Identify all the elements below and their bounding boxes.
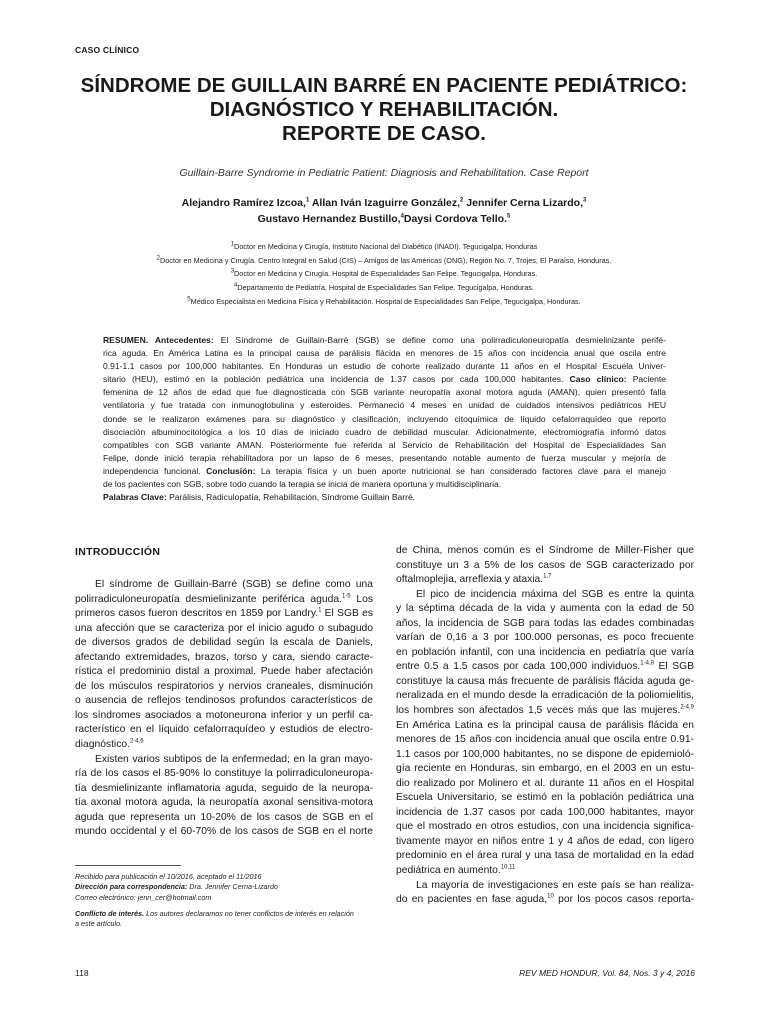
affiliations	[60, 240, 708, 309]
affiliation: $^5$Médico Especialista en Medicina Física y Rehabilitación. Hospital de Especialidades San Felipe, Tegucigalpa, Honduras.	[187, 296, 581, 306]
body-line: neralizada en el mundo desde la erradicación de la poliomielitis,	[396, 690, 694, 702]
body-line: Escuela Universitario, se estimó en la población pediátrica una	[396, 792, 694, 804]
citation: 1	[318, 607, 322, 614]
keywords: Palabras Clave: Parálisis, Radiculopatía, Rehabilitación, Síndrome Guillain Barré.	[103, 492, 416, 503]
affiliation: $^1$Doctor en Medicina y Cirugía, Instituto Nacional del Diabético (INADI). Tegucigalpa, Honduras	[230, 241, 538, 251]
body-line: rística el predominio distal a proximal. Puede haber afectación	[75, 666, 373, 678]
body-line: varían de 0,16 a 3 por 100.000 personas, es poco frecuente	[396, 632, 694, 644]
abstract-line: de los pacientes con SGB, sobre todo cuando la terapia se inicia de manera oportuna y multidisciplinaria.	[103, 479, 502, 490]
received-date: Recibido para publicación el 10/2016, aceptado el 11/2016	[75, 872, 262, 881]
body-line: los hombres son afectados 1,5 veces más que las mujeres.$^{2-4,9}$	[396, 704, 694, 717]
body-line: menores de 15 años con incidencia anual que oscila entre 0.91-	[396, 734, 694, 746]
citation: 10	[547, 893, 554, 900]
abstract-line: compatibles con SGB variante AMAN. Posteriormente fue referida al Servicio de Rehabilitación del Hospital de Especialidades San	[103, 439, 666, 450]
body-line: En América Latina es la principal causa de parálisis flácida en	[396, 719, 694, 731]
body-line: entre 0.5 a 1.5 casos por cada 100,000 individuos.$^{1-4,8}$ El SGB	[396, 660, 695, 673]
abstract-line: RESUMEN. Antecedentes: El Síndrome de Guillain-Barré (SGB) se define como una polirradiculoneuropatía desmielinizante perifé-	[103, 335, 666, 345]
footnote-divider	[75, 865, 181, 866]
conflict-of-interest-cont: a este artículo.	[75, 919, 123, 929]
affiliation: $^3$Doctor en Medicina y Cirugía. Hospital de Especialidades San Felipe. Tegucigalpa, Honduras.	[230, 268, 538, 279]
conflict-of-interest: Conflicto de interés. Los autores declaramos no tener conflictos de interés en relación	[75, 908, 354, 918]
body-line: Existen varios subtipos de la enfermedad; en la gran mayo-	[95, 753, 373, 765]
author-sup: 5	[507, 213, 511, 220]
body-line: predominio en el área rural y una tasa de mortalidad en la edad	[396, 850, 694, 862]
body-line: de los músculos respiratorios y nervios craneales, disminución	[75, 680, 373, 692]
citation: 1,7	[543, 573, 552, 580]
body-line: en población infantil, con una incidencia en pediatría que varía	[396, 646, 694, 658]
citation: 2-4,6	[129, 738, 144, 745]
body-line: polirradiculoneuropatía desmielinizante periférica aguda.$^{1-5}$ Los	[75, 593, 373, 605]
body-line: que el mostrado en otros estudios, con una incidencia significa-	[396, 821, 694, 833]
article-title	[60, 74, 708, 146]
abstract-line: Felipe, donde inició terapia rehabilitadora por un lapso de 6 meses, presentando notable aumento de fuerza muscular y mejoría de	[103, 452, 666, 463]
abstract-line: sitario (HEU), estimó en la población pediátrica una incidencia de 1.37 casos por cada 100,000 habitantes. Caso clínico: Paciente	[103, 374, 666, 385]
body-line: constituye un 3 a 5% de los casos de SGB caracterizado por	[396, 559, 694, 571]
body-line: El pico de incidencia máxima del SGB es entre la quinta	[416, 588, 694, 600]
body-line: pediátrica en aumento.$^{10,11}$	[396, 864, 516, 877]
body-line: El síndrome de Guillain-Barré (SGB) se define como una	[95, 579, 373, 590]
author-sup: 2	[460, 197, 464, 204]
body-line: o ausencia de reflejos tendinosos profundos característicos de	[75, 695, 373, 707]
correspondence: Dirección para correspondencia: Dra. Jennifer Cerna-Lizardo	[75, 882, 278, 892]
author-sup: 4	[400, 213, 404, 220]
abstract-line: ventilatoria y fue tratada con inmunoglobulina y esteroides. Permaneció 4 meses en unidad de cuidados intensivos pediátricos HEU	[103, 400, 666, 411]
body-line: mundo occidental y el 60-70% de los casos de SGB en el norte	[75, 826, 373, 838]
author-name: Jennifer Cerna Lizardo,	[463, 197, 583, 209]
citation: 2-4,9	[680, 704, 694, 711]
body-line: y la séptima década de la vida y aumenta con la edad de 50	[396, 603, 694, 615]
citation: 1-4,8	[640, 660, 654, 667]
body-line: gía reciente en Honduras, sin embargo, en el 2003 en un estu-	[396, 763, 694, 775]
body-line: La mayoría de investigaciones en este país se han realiza-	[416, 879, 694, 891]
body-line: de diversos grados de debilidad según la escala de Daniels,	[75, 637, 373, 649]
abstract-line: 0.91-1.1 casos por 100,000 habitantes. En Honduras un estudio de cohorte realizado durante 11 años en el Hospital Escuela Univer-	[103, 361, 666, 372]
email: Correo electrónico: jenn_cer@hotmail.com	[75, 892, 212, 902]
body-line: años, la incidencia de SGB para todas las edades combinadas	[396, 617, 694, 629]
body-line: ría de los casos el 85-90% lo constituye la polirradiculoneuropa-	[75, 768, 373, 780]
author-name: Daysi Cordova Tello.	[403, 213, 508, 225]
body-line: racterístico en el líquido cefalorraquídeo y estudios de electro-	[75, 724, 373, 736]
citation: 1-5	[341, 593, 351, 600]
body-line: tía axonal motora aguda, la neuropatía axonal sensitiva-motora	[75, 797, 373, 809]
author-sup: 1	[305, 197, 310, 204]
body-line: primeros casos fueron descritos en 1859 por Landry.$^1$ El SGB es	[75, 607, 373, 620]
author-sup: 3	[583, 197, 587, 204]
citation: 10,11	[500, 864, 516, 871]
body-line: oftalmoplejia, arreflexia y ataxia.$^{1,7}$	[396, 573, 552, 586]
title-line-2: DIAGNÓSTICO Y REHABILITACIÓN.	[209, 98, 559, 121]
body-line: dio realizado por Molinero et al. durante 11 años en el Hospital	[396, 777, 694, 789]
body-line: aguda que representa un 10-20% de los casos de SGB en el	[75, 811, 373, 823]
body-line: tivamente mayor en niños entre 1 y 4 años de edad, con ligero	[396, 835, 694, 847]
body-line: 1.1 casos por 100,000 habitantes, no se dispone de epidemioló-	[396, 748, 694, 760]
author-name: Allan Iván Izaguirre González,	[309, 197, 461, 209]
body-line: tía desmielinizante inflamatoria aguda, seguido de la neuropa-	[75, 782, 373, 794]
affiliation: $^2$Doctor en Medicina y Cirugía. Centro Integral en Salud (CIS) – Amigos de las Américas (ONG), Región No. 7, Trojes, El Paraíso, Honduras.	[156, 255, 612, 265]
section-label: CASO CLÍNICO	[75, 45, 140, 55]
author-name: Alejandro Ramírez Izcoa,	[181, 197, 306, 209]
affiliation: $^4$Departamento de Pediatría, Hospital de Especialidades San Felipe. Tegucigalpa, Honduras.	[233, 282, 535, 293]
body-line: do en pacientes en fase aguda,$^{10}$ por los pocos casos reporta-	[396, 893, 695, 906]
body-line: una afección que se caracteriza por el inicio agudo o subagudo	[75, 622, 373, 634]
english-title: Guillain-Barre Syndrome in Pediatric Patient: Diagnosis and Rehabilitation. Case Report	[179, 167, 589, 179]
abstract-line: donde se le realizaron exámenes para su diagnóstico y clasificación, incluyendo citoquímica de líquido cefalorraquídeo que reporto	[103, 413, 666, 424]
section-heading-introduction: INTRODUCCIÓN	[75, 546, 161, 558]
title-line-3: REPORTE DE CASO.	[282, 122, 486, 145]
body-line: diagnóstico.$^{2-4,6}$	[75, 738, 144, 751]
author-list	[60, 195, 708, 227]
body-line: los síndromes asociados a motoneurona inferior y un perfil ca-	[75, 709, 373, 721]
body-line: constituye la causa más frecuente de parálisis flácida aguda ge-	[396, 675, 694, 687]
left-column	[75, 578, 373, 840]
page-number: 118	[75, 968, 89, 978]
body-line: de China, menos común es el Síndrome de Miller-Fisher que	[396, 545, 694, 556]
abstract-line: disociación albuminocitológica a los 10 días de iniciado cuadro de debilidad muscular. Adicionalmente, electromiografía informó datos	[103, 426, 666, 437]
footnotes	[75, 872, 385, 929]
body-line: incidencia de 1.37 casos por cada 100,000 habitantes, mayor	[396, 806, 694, 818]
title-line-1: SÍNDROME DE GUILLAIN BARRÉ EN PACIENTE PEDIÁTRICO:	[80, 74, 688, 97]
abstract-line: rica aguda. En América Latina es la principal causa de parálisis flácida en menores de 15 años con incidencia anual que oscila entre	[103, 348, 666, 359]
abstract	[103, 334, 666, 504]
abstract-line: independencia funcional. Conclusión: La terapia física y un buen aporte nutricional se han considerado factores clave para el manejo	[103, 465, 666, 476]
body-line: afectando extremidades, brazos, torso y cara, siendo caracte-	[75, 651, 373, 663]
author-name: Gustavo Hernandez Bustillo,	[257, 213, 401, 225]
abstract-line: femenina de 12 años de edad que fue diagnosticada con SGB variante neuropatía axonal motora aguda (AMAN), quien presentó falla	[103, 387, 666, 398]
right-column	[396, 544, 694, 908]
journal-citation: REV MED HONDUR, Vol. 84, Nos. 3 y 4, 2016	[519, 968, 695, 978]
